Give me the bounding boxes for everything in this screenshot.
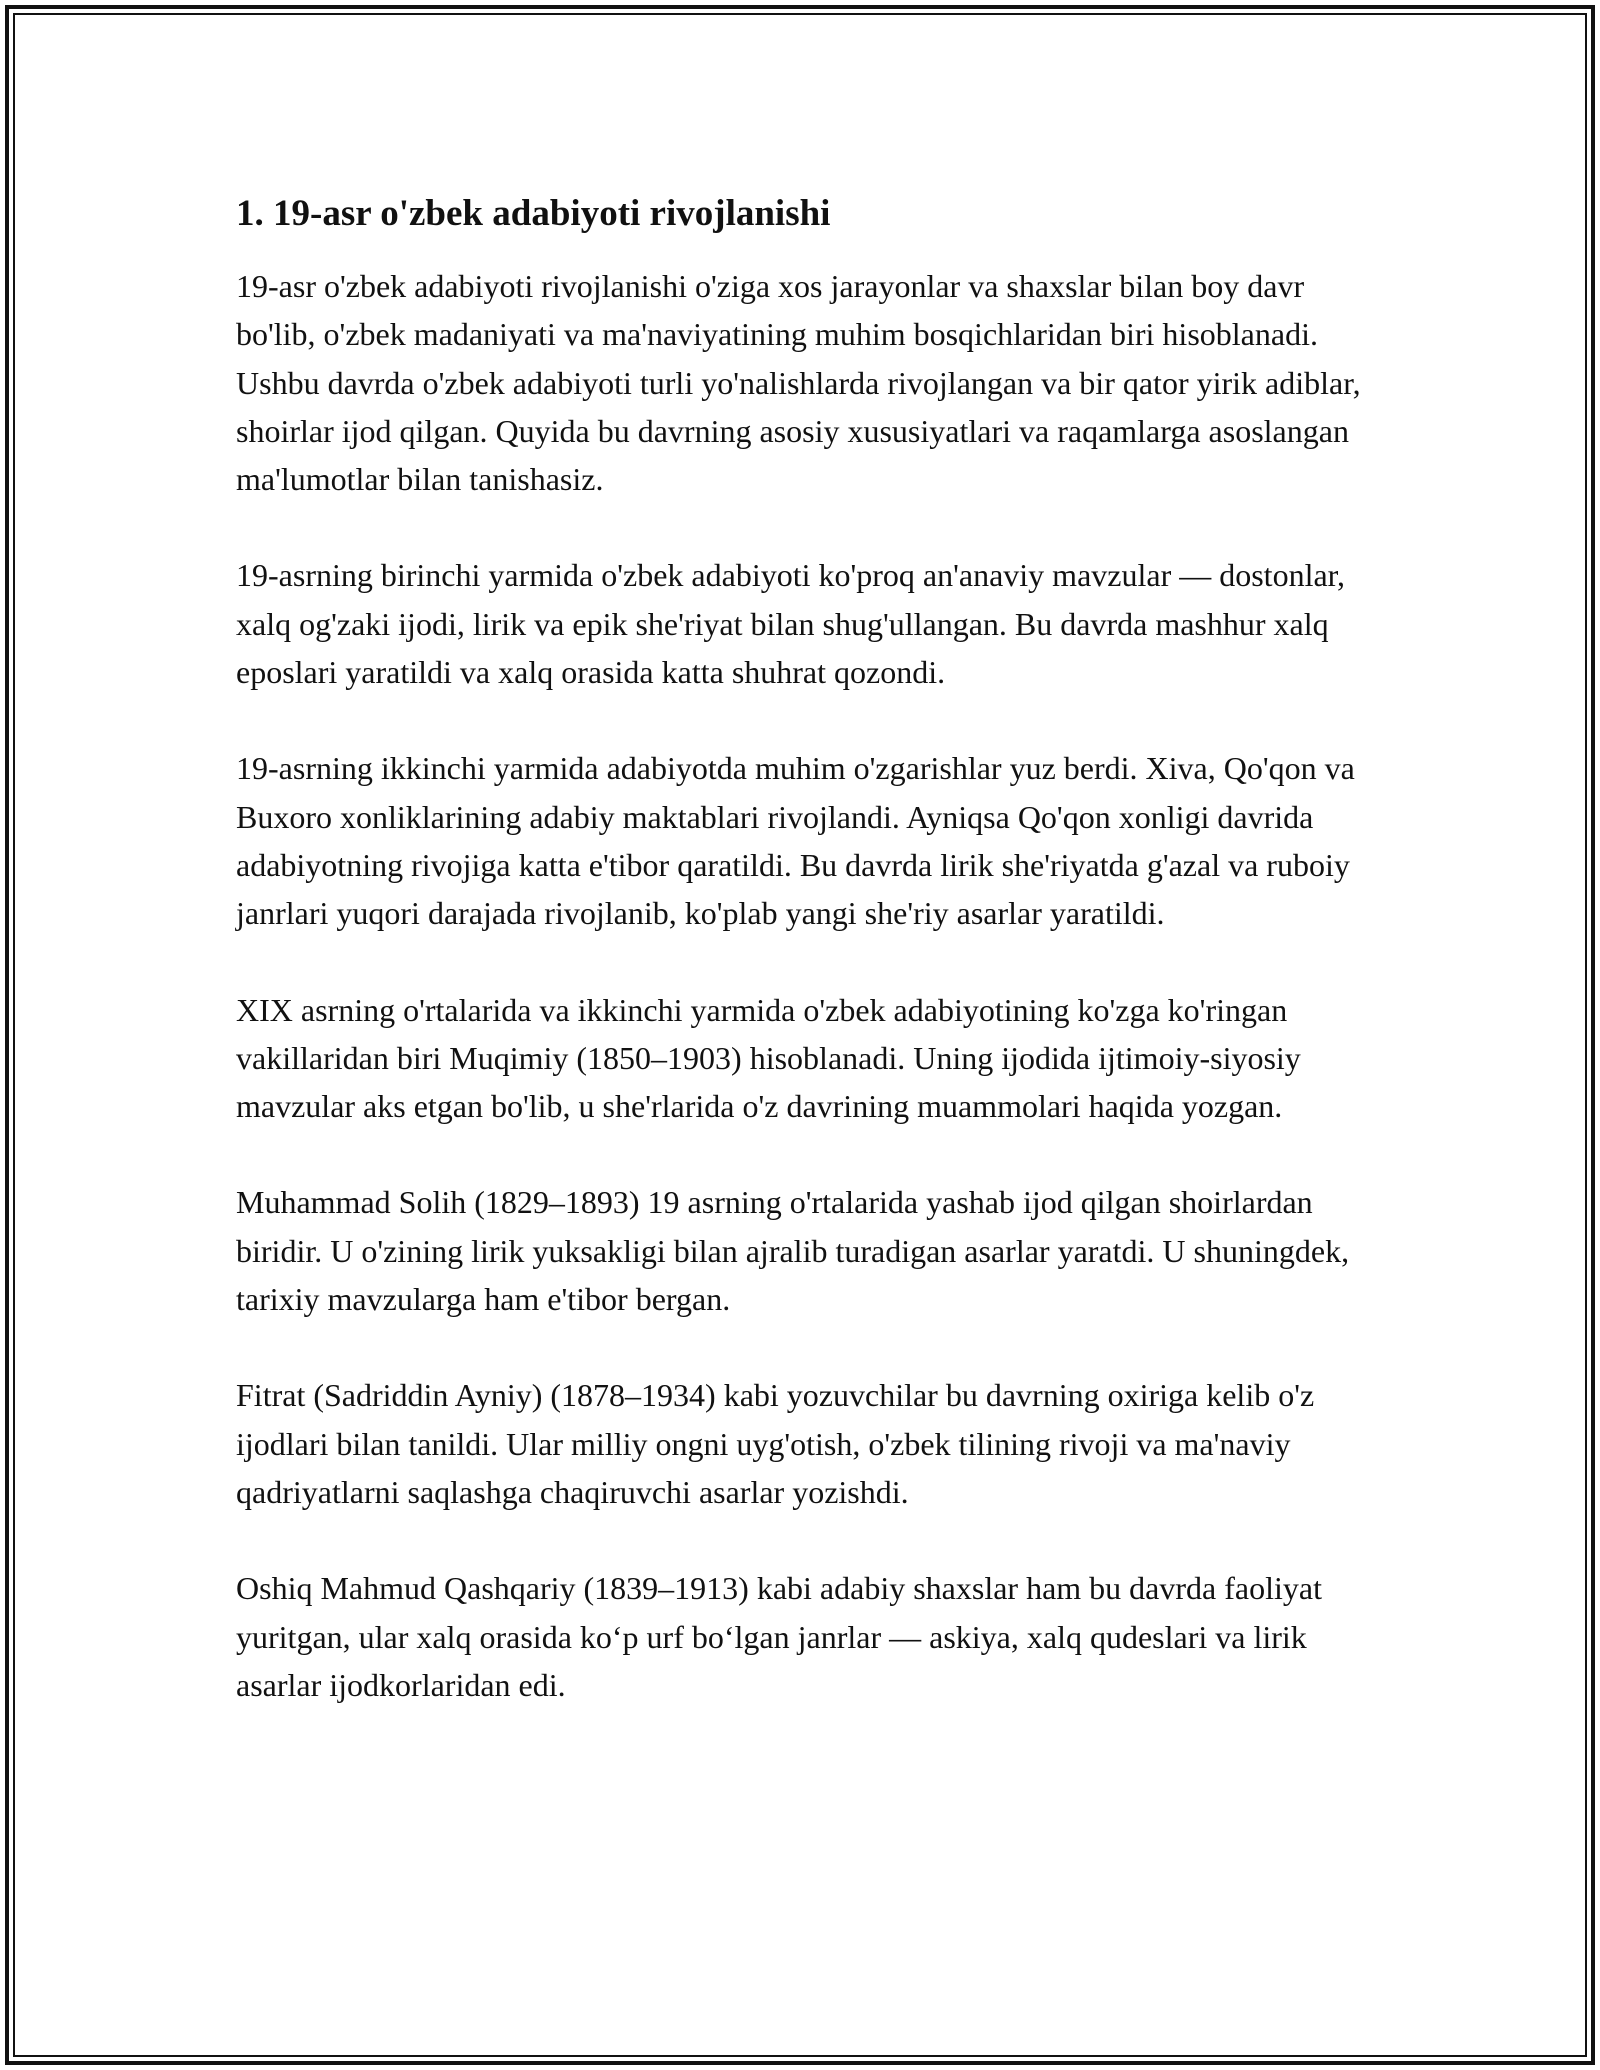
paragraph-fitrat: Fitrat (Sadriddin Ayniy) (1878–1934) kabi yozuvchilar bu davrning oxiriga kelib o'z ijodlari bilan tanildi. Ular milliy ongni uyg'otish, o'zbek tilining rivoji va ma'naviy qadriyatlarni saqlashga chaqiruvchi asarlar yozishdi. (236, 1377, 1315, 1510)
paragraph-second-half: 19-asrning ikkinchi yarmida adabiyotda muhim o'zgarishlar yuz berdi. Xiva, Qo'qon va Buxoro xonliklarining adabiy maktablari rivojlandi. Ayniqsa Qo'qon xonligi davrida adabiyotning rivojiga katta e'tibor qaratildi. Bu davrda lirik she'riyatda g'azal va ruboiy janrlari yuqori darajada rivojlanib, ko'plab yangi she'riy asarlar yaratildi. (236, 750, 1355, 932)
section-heading: 1. 19-asr o'zbek adabiyoti rivojlanishi (236, 193, 831, 234)
paragraph-intro: 19-asr o'zbek adabiyoti rivojlanishi o'ziga xos jarayonlar va shaxslar bilan boy davr bo'lib, o'zbek madaniyati va ma'naviyatining muhim bosqichlaridan biri hisoblanadi. Ushbu davrda o'zbek adabiyoti turli yo'nalishlarda rivojlangan va bir qator yirik adiblar, shoirlar ijod qilgan. Quyida bu davrning asosiy xususiyatlari va raqamlarga asoslangan ma'lumotlar bilan tanishasiz. (236, 268, 1361, 498)
paragraph-oshiq-mahmud: Oshiq Mahmud Qashqariy (1839–1913) kabi adabiy shaxslar ham bu davrda faoliyat yuritgan, ular xalq orasida ko‘p urf bo‘lgan janrlar — askiya, xalq qudeslari va lirik asarlar ijodkorlaridan edi. (236, 1570, 1322, 1703)
paragraph-muhammad-solih: Muhammad Solih (1829–1893) 19 asrning o'rtalarida yashab ijod qilgan shoirlardan biridir. U o'zining lirik yuksakligi bilan ajralib turadigan asarlar yaratdi. U shuningdek, tarixiy mavzularga ham e'tibor bergan. (236, 1184, 1350, 1318)
document-body (236, 190, 1376, 1757)
paragraph-first-half: 19-asrning birinchi yarmida o'zbek adabiyoti ko'proq an'anaviy mavzular — dostonlar, xalq og'zaki ijodi, lirik va epik she'riyat bilan shug'ullangan. Bu davrda mashhur xalq eposlari yaratildi va xalq orasida katta shuhrat qozondi. (236, 557, 1346, 691)
paragraph-muqimiy: XIX asrning o'rtalarida va ikkinchi yarmida o'zbek adabiyotining ko'zga ko'ringan vakillaridan biri Muqimiy (1850–1903) hisoblanadi. Uning ijodida ijtimoiy-siyosiy mavzular aks etgan bo'lib, u she'rlarida o'z davrining muammolari haqida yozgan. (236, 991, 1301, 1125)
